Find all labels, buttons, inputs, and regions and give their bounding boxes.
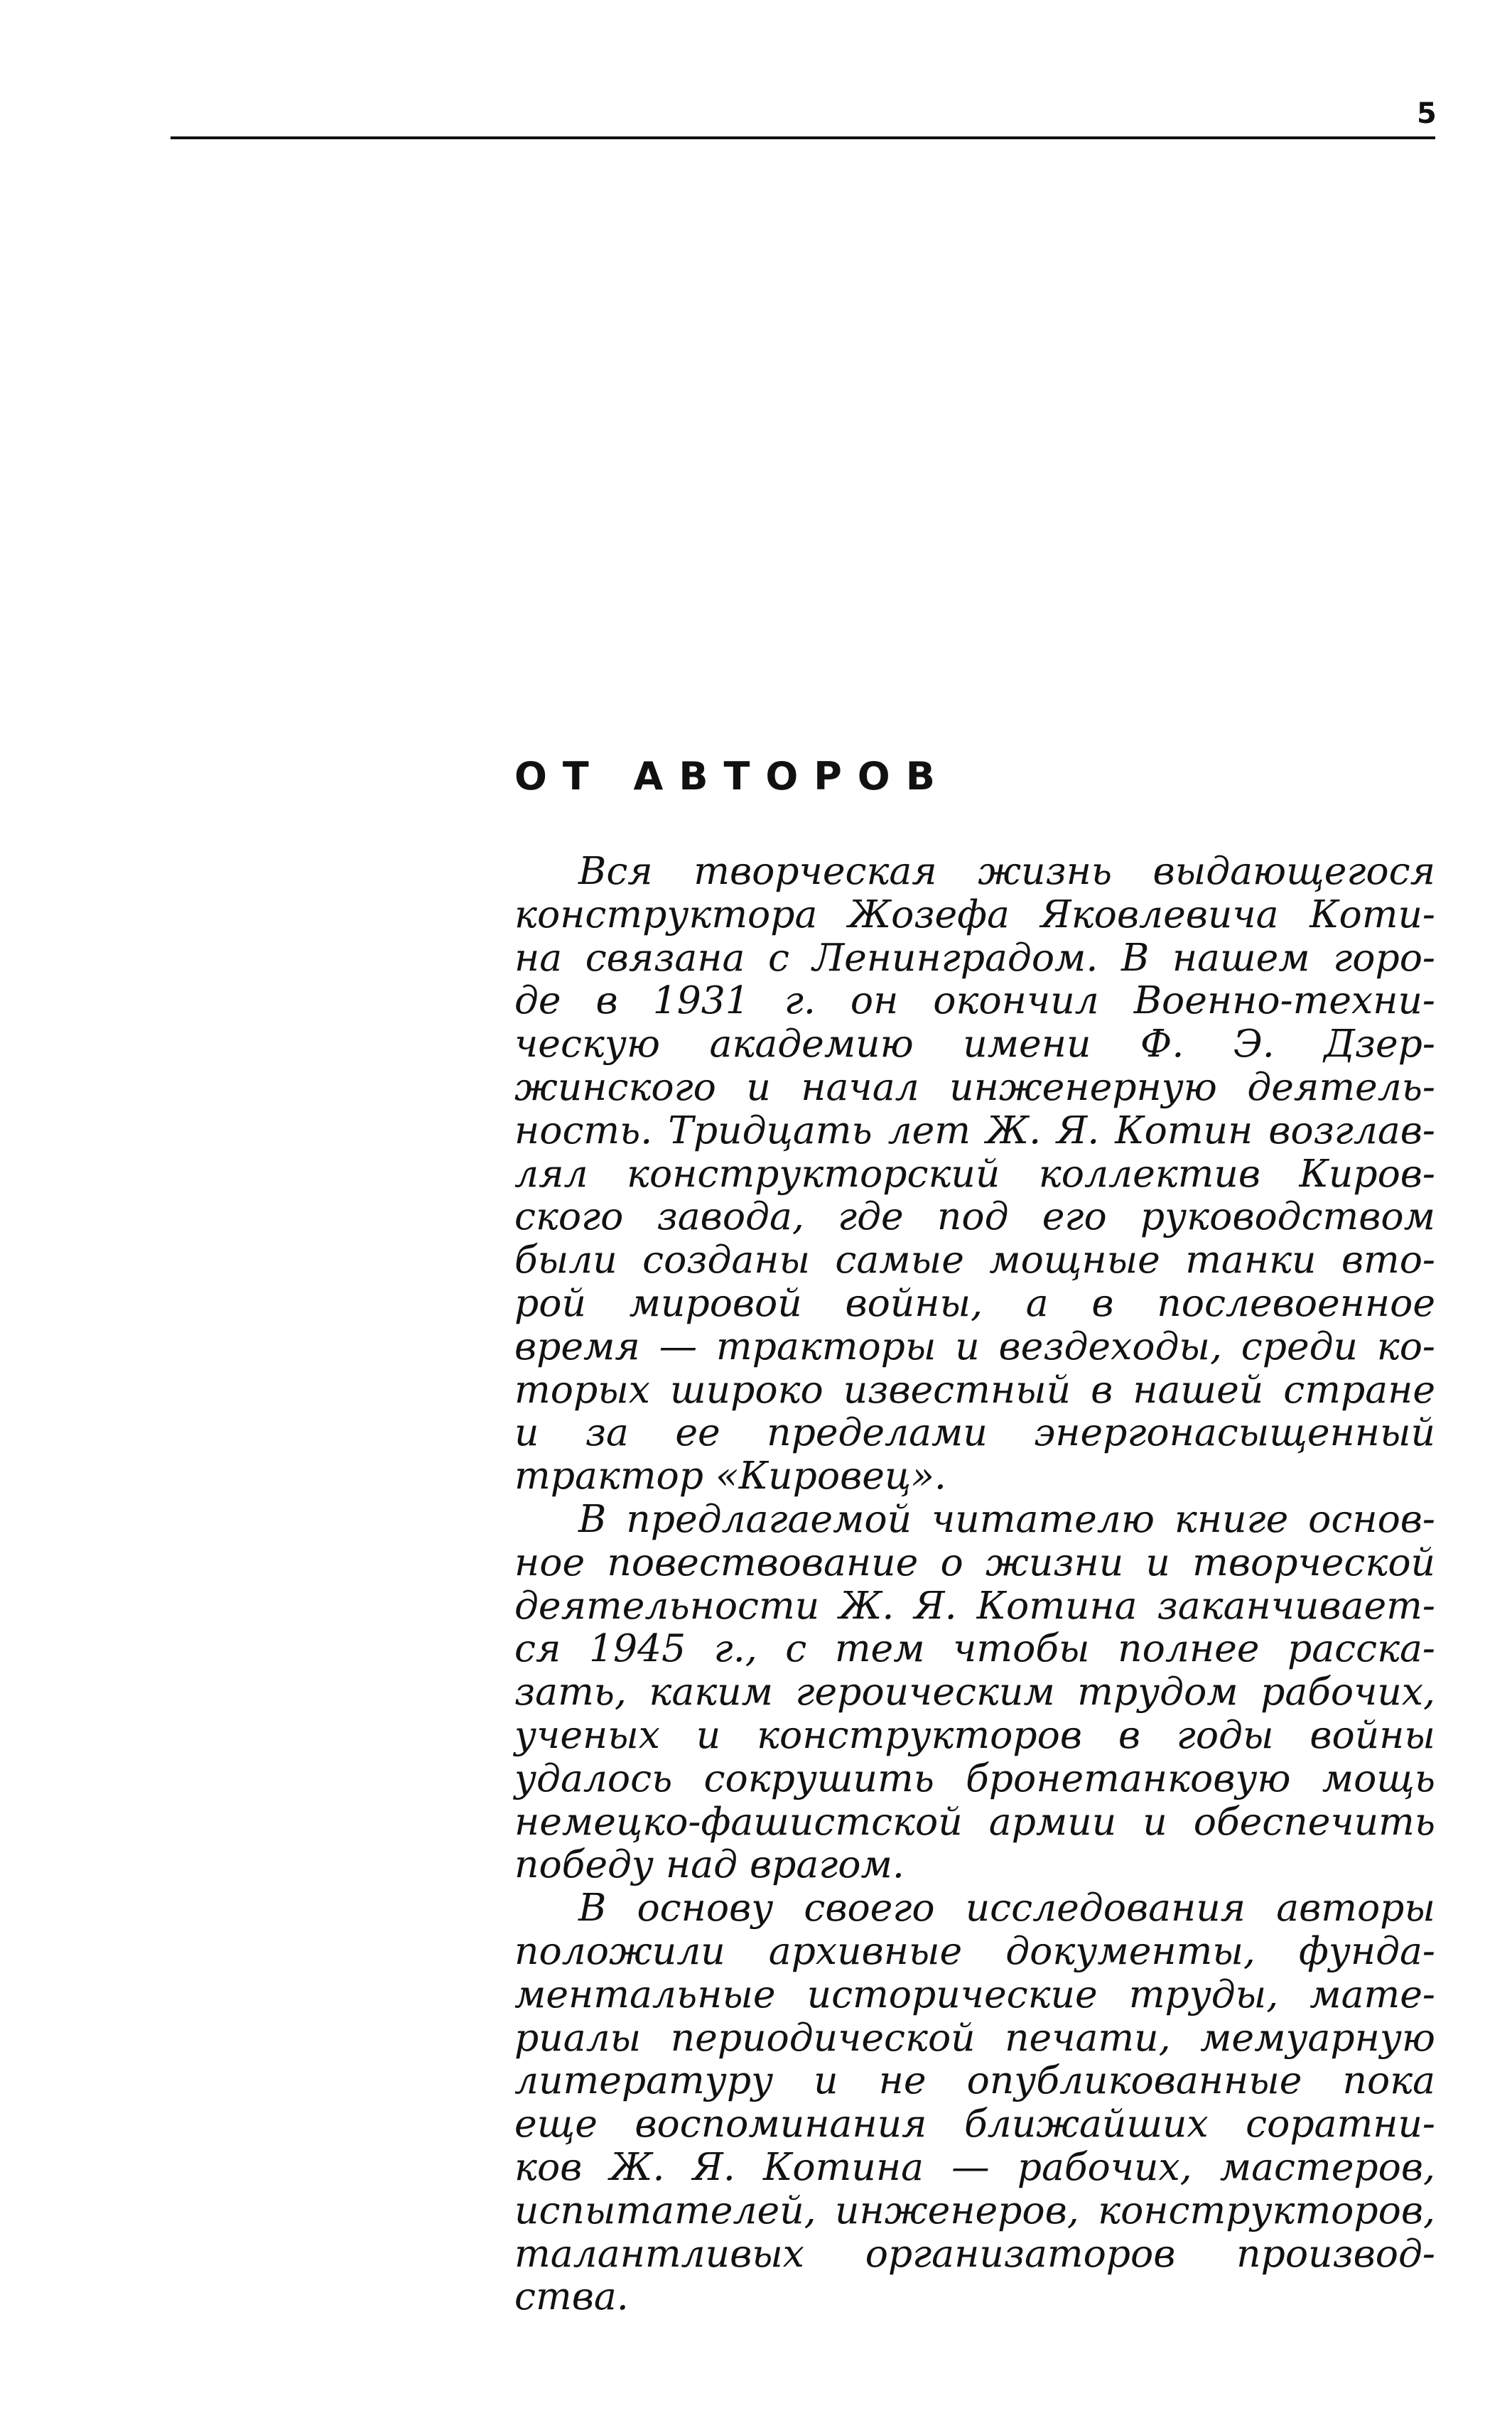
- header-rule: [171, 136, 1435, 139]
- text-line: В основу своего исследования авторы: [578, 1885, 1435, 1930]
- text-line: конструктора Жозефа Яковлевича Коти-: [514, 891, 1435, 936]
- text-line: деятельности Ж. Я. Котина заканчивает-: [514, 1582, 1435, 1628]
- text-line: ность. Тридцать лет Ж. Я. Котин возглав-: [514, 1107, 1435, 1152]
- text-line: рой мировой войны, а в послевоенное: [514, 1280, 1435, 1325]
- text-line: торых широко известный в нашей стране: [514, 1366, 1435, 1412]
- text-line: риалы периодической печати, мемуарную: [514, 2014, 1435, 2060]
- text-line: победу над врагом.: [514, 1842, 904, 1887]
- text-line: ментальные исторические труды, мате-: [514, 1971, 1435, 2016]
- text-line: ученых и конструкторов в годы войны: [514, 1712, 1435, 1757]
- body-text: [514, 850, 1435, 2318]
- text-line: В предлагаемой читателю книге основ-: [578, 1496, 1435, 1541]
- text-line: удалось сокрушить бронетанковую мощь: [514, 1755, 1435, 1800]
- text-line: трактор «Кировец».: [514, 1453, 946, 1498]
- text-line: испытателей, инженеров, конструкторов,: [514, 2187, 1435, 2232]
- text-line: еще воспоминания ближайших соратни-: [514, 2101, 1435, 2146]
- text-line: ского завода, где под его руководством: [514, 1194, 1435, 1239]
- text-line: ства.: [514, 2274, 629, 2319]
- text-line: Вся творческая жизнь выдающегося: [578, 848, 1435, 893]
- page-number: 5: [1417, 97, 1437, 130]
- text-line: зать, каким героическим трудом рабочих,: [514, 1669, 1435, 1714]
- text-line: де в 1931 г. он окончил Военно-техни-: [514, 978, 1435, 1023]
- paragraph-3: [514, 1886, 1435, 2318]
- text-line: на связана с Ленинградом. В нашем горо-: [514, 934, 1435, 980]
- text-line: ное повествование о жизни и творческой: [514, 1539, 1435, 1584]
- text-line: время — тракторы и вездеходы, среди ко-: [514, 1323, 1435, 1368]
- text-line: ков Ж. Я. Котина — рабочих, мастеров,: [514, 2144, 1435, 2189]
- text-line: талантливых организаторов производ-: [514, 2230, 1435, 2276]
- text-line: лял конструкторский коллектив Киров-: [514, 1150, 1435, 1196]
- section-title: ОТ АВТОРОВ: [514, 754, 951, 799]
- paragraph-1: [514, 850, 1435, 1498]
- paragraph-2: [514, 1498, 1435, 1886]
- text-line: немецко-фашистской армии и обеспечить: [514, 1798, 1435, 1844]
- text-line: литературу и не опубликованные пока: [514, 2058, 1435, 2103]
- text-line: были созданы самые мощные танки вто-: [514, 1237, 1435, 1282]
- text-line: и за ее пределами энергонасыщенный: [514, 1410, 1435, 1455]
- text-line: ся 1945 г., с тем чтобы полнее расска-: [514, 1626, 1435, 1671]
- text-line: ческую академию имени Ф. Э. Дзер-: [514, 1021, 1435, 1066]
- text-line: жинского и начал инженерную деятель-: [514, 1064, 1435, 1109]
- text-line: положили архивные документы, фунда-: [514, 1928, 1435, 1973]
